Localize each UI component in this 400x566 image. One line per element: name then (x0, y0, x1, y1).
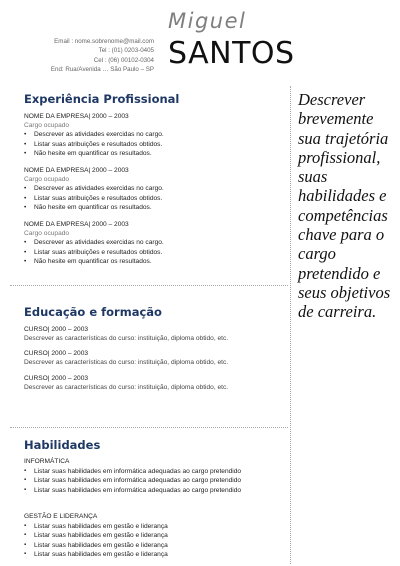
contact-email: Email : nome.sobrenome@mail.com (54, 38, 154, 45)
skill-item: ▪ Listar suas habilidades em gestão e liderança (24, 522, 286, 532)
job-entry (24, 166, 286, 213)
profile-summary: Descrever brevemente sua trajetória profissional, suas habilidades e competências chave para o cargo pretendido e seus objetivos de carreira. (298, 90, 391, 322)
job-bullet: • Descrever as atividades exercidas no cargo. (24, 130, 286, 140)
column-divider (290, 86, 291, 564)
job-bullet: • Listar suas atribuições e resultados obtidos. (24, 194, 286, 204)
course-head: CURSO| 2000 – 2003 (24, 375, 89, 382)
skills-title: Habilidades (24, 438, 101, 452)
skill-item: ▪ Listar suas habilidades em gestão e liderança (24, 550, 286, 560)
job-bullet: • Descrever as atividades exercidas no cargo. (24, 184, 286, 194)
job-bullet: • Não hesite em quantificar os resultados. (24, 257, 286, 267)
contact-phone: Tel : (01) 0203-0405 (98, 47, 154, 55)
contact-info (51, 37, 154, 74)
education-entry (24, 349, 286, 368)
job-bullets (24, 184, 286, 213)
section-divider (10, 427, 288, 428)
job-bullet: • Descrever as atividades exercidas no cargo. (24, 238, 286, 248)
course-head: CURSO| 2000 – 2003 (24, 326, 89, 333)
job-bullets (24, 130, 286, 159)
skill-item: ▪ Listar suas habilidades em gestão e liderança (24, 531, 286, 541)
skill-item: ▪ Listar suas habilidades em gestão e liderança (24, 541, 286, 551)
job-entry (24, 112, 286, 159)
skill-group (24, 512, 286, 560)
skill-list (24, 467, 286, 496)
job-entry (24, 220, 286, 267)
last-name: SANTOS (168, 36, 295, 71)
course-desc: Descrever as características do curso: instituição, diploma obtido, etc. (24, 359, 229, 366)
course-desc: Descrever as características do curso: instituição, diploma obtido, etc. (24, 384, 229, 391)
skill-group (24, 457, 286, 495)
course-head: CURSO| 2000 – 2003 (24, 350, 89, 357)
job-role: Cargo ocupado (24, 230, 70, 237)
job-bullet: • Listar suas atribuições e resultados obtidos. (24, 248, 286, 258)
contact-address: End: Rua/Avenida … São Paulo – SP (50, 65, 154, 73)
experience-title: Experiência Profissional (24, 92, 180, 106)
skill-group-name: INFORMÁTICA (24, 458, 70, 465)
education-title: Educação e formação (24, 305, 162, 319)
skill-item: ▪ Listar suas habilidades em informática adequadas ao cargo pretendido (24, 486, 286, 496)
education-entry (24, 374, 286, 393)
skill-item: ▪ Listar suas habilidades em informática adequadas ao cargo pretendido (24, 476, 286, 486)
course-desc: Descrever as características do curso: instituição, diploma obtido, etc. (24, 335, 229, 342)
job-company: NOME DA EMPRESA| 2000 – 2003 (24, 221, 129, 228)
skill-group-name: GESTÃO E LIDERANÇA (24, 513, 98, 520)
section-divider (10, 285, 288, 286)
job-bullets (24, 238, 286, 267)
job-bullet: • Não hesite em quantificar os resultados. (24, 149, 286, 159)
job-bullet: • Listar suas atribuições e resultados obtidos. (24, 140, 286, 150)
contact-mobile: Cel : (06) 00102-0304 (93, 56, 154, 64)
skill-list (24, 522, 286, 560)
job-company: NOME DA EMPRESA| 2000 – 2003 (24, 113, 129, 120)
education-entry (24, 325, 286, 344)
job-role: Cargo ocupado (24, 176, 70, 183)
job-bullet: • Não hesite em quantificar os resultados. (24, 203, 286, 213)
skill-item: ▪ Listar suas habilidades em informática adequadas ao cargo pretendido (24, 467, 286, 477)
job-company: NOME DA EMPRESA| 2000 – 2003 (24, 167, 129, 174)
job-role: Cargo ocupado (24, 122, 70, 129)
first-name: Miguel (168, 9, 247, 33)
